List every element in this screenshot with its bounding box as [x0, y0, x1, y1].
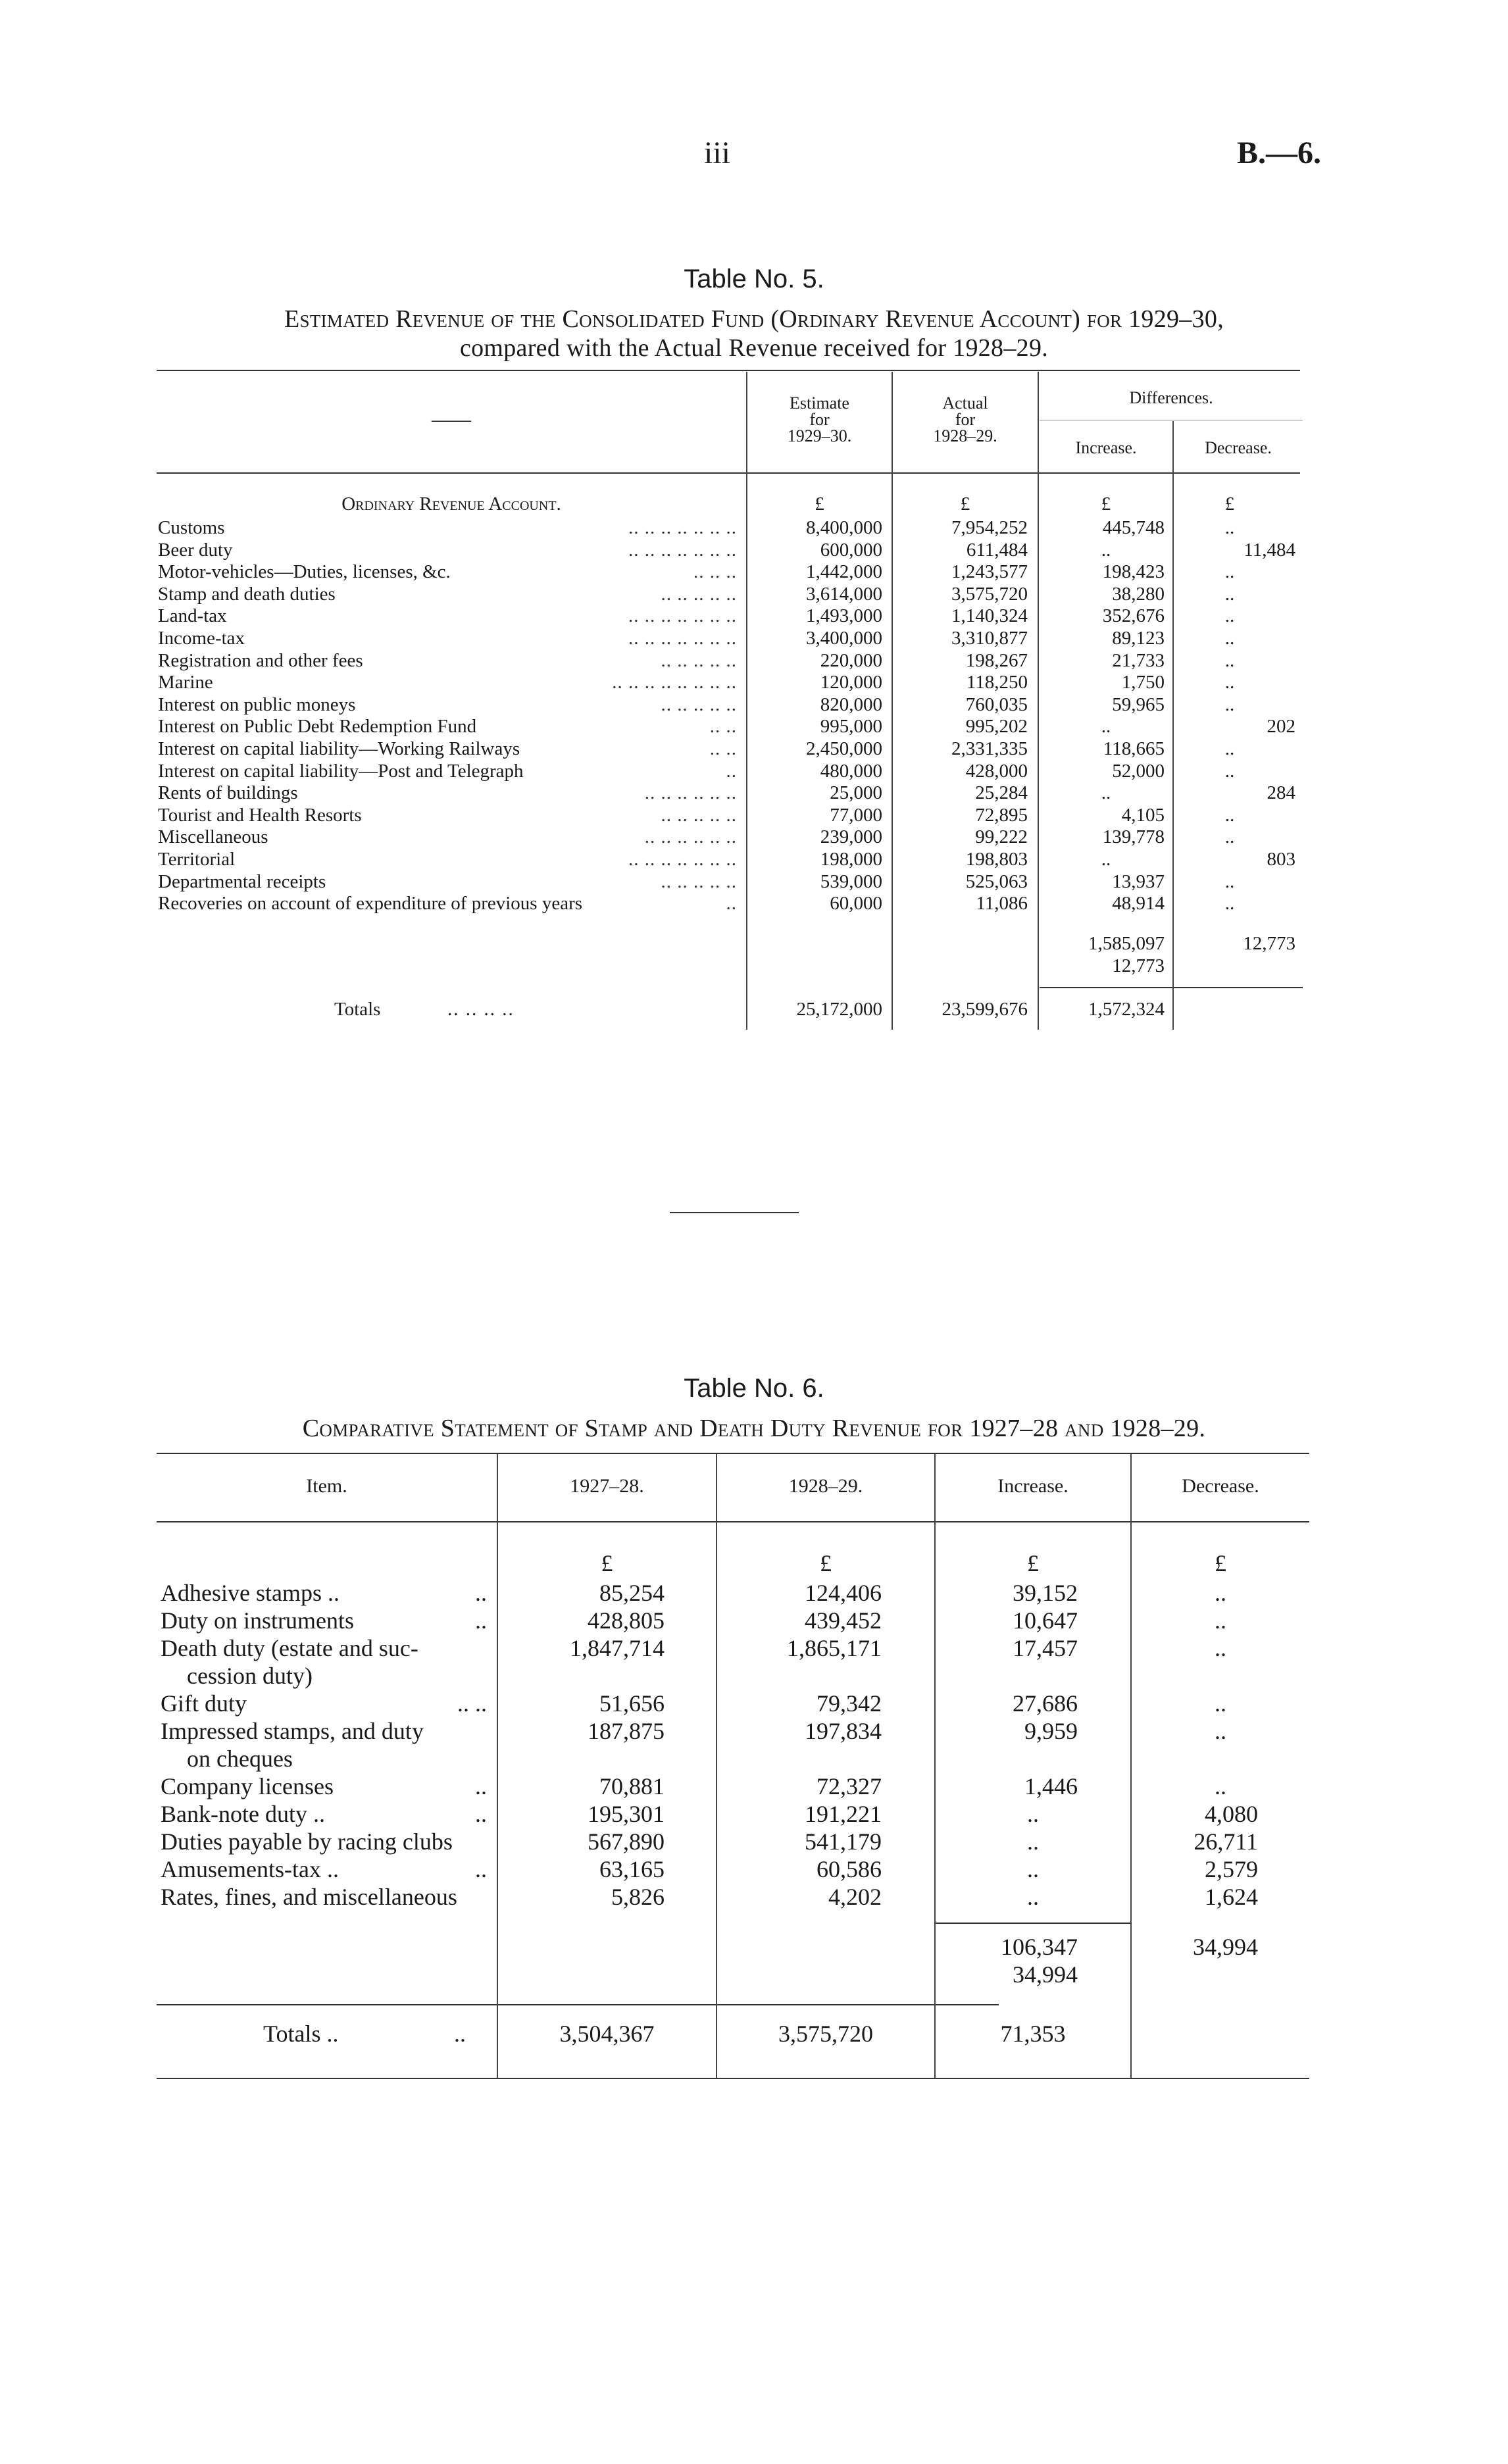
table5-row-actual: 72,895 — [975, 804, 1028, 826]
table6-row-decrease: .. — [1215, 1607, 1226, 1634]
table5-row-increase: 89,123 — [1112, 628, 1165, 649]
table6-row-item: Company licenses — [161, 1773, 334, 1799]
table5-row-estimate: 120,000 — [820, 672, 882, 693]
table5-row-decrease: .. — [1224, 561, 1235, 583]
table5-row-actual: 3,310,877 — [951, 628, 1028, 649]
table6-item-header: Item. — [306, 1475, 347, 1497]
table5-totals-increase: 1,572,324 — [1088, 999, 1165, 1020]
table5-decrease-header: Decrease. — [1205, 438, 1272, 457]
table5-row-leader-dots: .. .. — [709, 738, 737, 759]
table5-row-leader-dots: .. .. .. .. .. .. .. — [628, 517, 737, 538]
table6-row-leader-dots: .. — [475, 1801, 487, 1827]
table6-col-rule-4 — [1130, 1454, 1132, 2078]
table6-top-rule — [157, 1453, 1309, 1454]
table5-row-item: Income-tax — [158, 628, 245, 649]
table6-row-item: Amusements-tax .. — [161, 1856, 339, 1882]
table5-row-increase: 21,733 — [1112, 649, 1165, 671]
table6-row-item: Impressed stamps, and duty — [161, 1718, 424, 1744]
page-number: iii — [704, 136, 731, 170]
table6-col-rule-2 — [716, 1454, 717, 2078]
table6-row-y1: 51,656 — [599, 1690, 665, 1717]
table6-y1-header: 1927–28. — [570, 1475, 644, 1497]
table5-row-actual: 428,000 — [965, 760, 1028, 782]
table5-top-rule — [157, 370, 1300, 371]
table5-row-leader-dots: .. .. .. .. .. .. .. — [628, 605, 737, 627]
table5-row-item: Interest on capital liability—Post and Telegraph — [158, 760, 524, 782]
table6-row-increase: .. — [1027, 1884, 1039, 1910]
table5-row-leader-dots: .. — [726, 760, 737, 782]
table5-row-item: Stamp and death duties — [158, 583, 336, 605]
table5-differences-header: Differences. — [1129, 388, 1213, 407]
table6-row-increase: 39,152 — [1013, 1580, 1078, 1606]
table5-row-item: Motor-vehicles—Duties, licenses, &c. — [158, 561, 451, 583]
table6-row-y2: 124,406 — [805, 1580, 882, 1606]
table6-row-increase: 9,959 — [1024, 1718, 1078, 1744]
table5-row-item: Interest on public moneys — [158, 693, 356, 715]
table5-row-leader-dots: .. — [726, 893, 737, 915]
table5-row-estimate: 60,000 — [830, 893, 882, 915]
table5-row-item: Territorial — [158, 849, 236, 870]
table6-row-item: Death duty (estate and suc- — [161, 1635, 418, 1661]
table5-row-actual: 2,331,335 — [951, 738, 1028, 759]
table5-estimate-header: Estimate for 1929–30. — [787, 393, 852, 445]
table5-currency-increase: £ — [1101, 493, 1111, 515]
table6-row-leader-dots: .. — [475, 1607, 487, 1634]
table5-subtotal-offset: 12,773 — [1112, 955, 1165, 976]
table5-row-increase: 1,750 — [1121, 672, 1165, 693]
table5-row-actual: 1,243,577 — [951, 561, 1028, 583]
table6-decrease-header: Decrease. — [1182, 1475, 1259, 1497]
table5-row-estimate: 539,000 — [820, 870, 882, 892]
table5-row-increase: 352,676 — [1102, 605, 1165, 627]
table5-row-estimate: 239,000 — [820, 826, 882, 848]
table5-row-increase: 445,748 — [1102, 517, 1165, 538]
table6-row-increase: 1,446 — [1024, 1773, 1078, 1799]
table6-row-y2: 197,834 — [805, 1718, 882, 1744]
table6-row-item: Gift duty — [161, 1690, 247, 1717]
table6-title: Table No. 6. — [684, 1374, 824, 1403]
table6-row-decrease: 2,579 — [1205, 1856, 1258, 1882]
table5-row-actual: 11,086 — [976, 893, 1028, 915]
table5-row-increase: .. — [1101, 539, 1111, 561]
table6-row-y2: 4,202 — [828, 1884, 882, 1910]
table5-totals-label: Totals — [334, 999, 381, 1020]
table5-row-item: Interest on capital liability—Working Railways — [158, 738, 520, 759]
table6-row-leader-dots: .. — [475, 1580, 487, 1606]
table5-section-heading: Ordinary Revenue Account. — [341, 493, 561, 515]
table6-row-increase: 10,647 — [1013, 1607, 1078, 1634]
table6-col-rule-1 — [497, 1454, 498, 2078]
table6-subtotal-offset: 34,994 — [1013, 1961, 1078, 1988]
table5-row-decrease: .. — [1224, 870, 1235, 892]
table5-row-decrease: .. — [1224, 517, 1235, 538]
table5-row-estimate: 820,000 — [820, 693, 882, 715]
table6-row-y1: 195,301 — [588, 1801, 665, 1827]
table5-row-leader-dots: .. .. .. .. .. .. .. — [628, 539, 737, 561]
table5-row-actual: 198,803 — [965, 849, 1028, 870]
table6-row-increase: 27,686 — [1013, 1690, 1078, 1717]
table5-subtotal-rule — [1040, 987, 1303, 988]
table5-actual-header: Actual for 1928–29. — [933, 393, 997, 445]
table5-row-leader-dots: .. .. — [709, 716, 737, 738]
table5-row-estimate: 1,442,000 — [806, 561, 882, 583]
table6-row-item: Rates, fines, and miscellaneous — [161, 1884, 457, 1910]
table6-bottom-rule — [157, 2078, 1309, 2079]
table5-title: Table No. 5. — [684, 264, 824, 293]
table5-row-item: Land-tax — [158, 605, 227, 627]
document-reference: B.—6. — [1237, 136, 1322, 170]
table6-totals-rule — [157, 2004, 999, 2005]
table5-row-increase: .. — [1101, 716, 1111, 738]
table5-row-estimate: 198,000 — [820, 849, 882, 870]
table5-row-decrease: 803 — [1267, 849, 1295, 870]
table6-totals-dots: .. — [454, 2021, 466, 2047]
table5-row-actual: 198,267 — [965, 649, 1028, 671]
table5-subtotal-increase: 1,585,097 — [1088, 933, 1165, 954]
table5-row-item: Registration and other fees — [158, 649, 363, 671]
table6-row-increase: .. — [1027, 1801, 1039, 1827]
table6-subtotal-increase: 106,347 — [1001, 1934, 1078, 1960]
table6-row-item-continuation: cession duty) — [187, 1663, 313, 1689]
table5-row-increase: 139,778 — [1102, 826, 1165, 848]
table6-row-item: Adhesive stamps .. — [161, 1580, 339, 1606]
table6-row-y2: 191,221 — [805, 1801, 882, 1827]
table6-increase-header: Increase. — [997, 1475, 1068, 1497]
table6-row-item: Bank-note duty .. — [161, 1801, 325, 1827]
table5-row-actual: 3,575,720 — [951, 583, 1028, 605]
table6-row-increase: 17,457 — [1013, 1635, 1078, 1661]
table6-row-decrease: .. — [1215, 1690, 1226, 1717]
table5-header-rule — [157, 472, 1300, 474]
table6-row-decrease: 4,080 — [1205, 1801, 1258, 1827]
table5-row-estimate: 995,000 — [820, 716, 882, 738]
table5-totals-actual: 23,599,676 — [942, 999, 1028, 1020]
table6-currency-decrease: £ — [1215, 1550, 1226, 1576]
table5-row-increase: .. — [1101, 782, 1111, 804]
table6-totals-y2: 3,575,720 — [778, 2021, 873, 2047]
table5-row-estimate: 3,400,000 — [806, 628, 882, 649]
table5-row-item: Tourist and Health Resorts — [158, 804, 362, 826]
table5-row-actual: 118,250 — [966, 672, 1028, 693]
table6-currency-increase: £ — [1027, 1550, 1039, 1576]
table5-row-increase: 48,914 — [1112, 893, 1165, 915]
table5-row-item: Departmental receipts — [158, 870, 326, 892]
table5-row-decrease: .. — [1224, 804, 1235, 826]
table5-row-leader-dots: .. .. .. .. .. .. — [644, 826, 737, 848]
table5-row-leader-dots: .. .. .. .. .. — [661, 870, 737, 892]
table6-row-increase: .. — [1027, 1856, 1039, 1882]
section-separator — [670, 1212, 799, 1213]
table5-row-leader-dots: .. .. .. .. .. .. — [644, 782, 737, 804]
table5-row-item: Beer duty — [158, 539, 233, 561]
table5-row-estimate: 600,000 — [820, 539, 882, 561]
table5-row-decrease: .. — [1224, 583, 1235, 605]
table6-row-decrease: 26,711 — [1194, 1828, 1258, 1855]
table5-row-decrease: .. — [1224, 738, 1235, 759]
table6-row-y2: 72,327 — [817, 1773, 882, 1799]
table6-row-y2: 1,865,171 — [787, 1635, 882, 1661]
table5-row-estimate: 25,000 — [830, 782, 882, 804]
table5-row-leader-dots: .. .. .. .. .. .. .. — [628, 628, 737, 649]
table5-row-decrease: .. — [1224, 826, 1235, 848]
table5-row-item: Recoveries on account of expenditure of previous years — [158, 893, 583, 915]
table5-row-actual: 25,284 — [975, 782, 1028, 804]
table5-row-item: Miscellaneous — [158, 826, 268, 848]
table6-header-rule — [157, 1521, 1309, 1522]
table6-row-y1: 187,875 — [588, 1718, 665, 1744]
table6-subtotal-decrease: 34,994 — [1193, 1934, 1258, 1960]
table5-row-item: Interest on Public Debt Redemption Fund — [158, 716, 477, 738]
table5-row-increase: .. — [1101, 849, 1111, 870]
table5-row-item: Marine — [158, 672, 213, 693]
table5-row-leader-dots: .. .. .. .. .. — [661, 649, 737, 671]
table5-row-estimate: 220,000 — [820, 649, 882, 671]
table5-row-actual: 99,222 — [975, 826, 1028, 848]
table6-row-y2: 79,342 — [817, 1690, 882, 1717]
table6-row-y1: 567,890 — [588, 1828, 665, 1855]
table5-currency-actual: £ — [960, 493, 970, 515]
table5-row-increase: 198,423 — [1102, 561, 1165, 583]
table5-row-estimate: 2,450,000 — [806, 738, 882, 759]
table5-row-decrease: .. — [1224, 649, 1235, 671]
table6-row-item-continuation: on cheques — [187, 1746, 293, 1772]
table5-row-leader-dots: .. .. .. — [693, 561, 737, 583]
table5-row-item: Customs — [158, 517, 225, 538]
table5-row-leader-dots: .. .. .. .. .. — [661, 804, 737, 826]
table5-row-estimate: 3,614,000 — [806, 583, 882, 605]
table5-row-decrease: .. — [1224, 693, 1235, 715]
table5-row-actual: 7,954,252 — [951, 517, 1028, 538]
table5-row-increase: 38,280 — [1112, 583, 1165, 605]
table5-row-estimate: 480,000 — [820, 760, 882, 782]
table6-row-y2: 439,452 — [805, 1607, 882, 1634]
table5-currency-decrease: £ — [1224, 493, 1235, 515]
table5-blank-header: —— — [432, 409, 471, 430]
table5-row-actual: 611,484 — [966, 539, 1028, 561]
table5-row-item: Rents of buildings — [158, 782, 298, 804]
table6-row-y2: 541,179 — [805, 1828, 882, 1855]
table6-y2-header: 1928–29. — [788, 1475, 863, 1497]
table6-row-decrease: .. — [1215, 1635, 1226, 1661]
table6-row-y1: 85,254 — [599, 1580, 665, 1606]
table5-row-actual: 525,063 — [965, 870, 1028, 892]
table5-row-estimate: 8,400,000 — [806, 517, 882, 538]
table5-row-decrease: .. — [1224, 628, 1235, 649]
table5-row-estimate: 1,493,000 — [806, 605, 882, 627]
table5-row-increase: 118,665 — [1103, 738, 1165, 759]
table6-row-item: Duty on instruments — [161, 1607, 354, 1634]
table6-row-y2: 60,586 — [817, 1856, 882, 1882]
table6-row-leader-dots: .. — [475, 1773, 487, 1799]
table6-row-y1: 428,805 — [588, 1607, 665, 1634]
table5-subtotal-decrease: 12,773 — [1243, 933, 1295, 954]
table6-row-y1: 1,847,714 — [570, 1635, 665, 1661]
table6-row-leader-dots: .. .. — [457, 1690, 487, 1717]
table5-increase-header: Increase. — [1075, 438, 1137, 457]
table5-row-decrease: 284 — [1267, 782, 1295, 804]
table5-row-decrease: .. — [1224, 672, 1235, 693]
table6-caption: Comparative Statement of Stamp and Death Duty Revenue for 1927–28 and 1928–29. — [302, 1415, 1206, 1442]
table5-row-estimate: 77,000 — [830, 804, 882, 826]
table6-row-y1: 63,165 — [599, 1856, 665, 1882]
table5-row-increase: 13,937 — [1112, 870, 1165, 892]
table6-row-decrease: .. — [1215, 1718, 1226, 1744]
table6-subtotal-rule — [934, 1923, 1130, 1924]
table5-row-increase: 4,105 — [1121, 804, 1165, 826]
table5-row-decrease: .. — [1224, 605, 1235, 627]
table5-caption-line1: Estimated Revenue of the Consolidated Fund (Ordinary Revenue Account) for 1929–30, — [284, 305, 1224, 333]
table6-row-y1: 70,881 — [599, 1773, 665, 1799]
table6-totals-label: Totals .. — [263, 2021, 339, 2047]
table5-totals-estimate: 25,172,000 — [796, 999, 882, 1020]
table6-row-decrease: .. — [1215, 1773, 1226, 1799]
table5-row-actual: 1,140,324 — [951, 605, 1028, 627]
table5-row-decrease: .. — [1224, 893, 1235, 915]
table5-row-leader-dots: .. .. .. .. .. — [661, 583, 737, 605]
table5-col-rule-3 — [1038, 372, 1039, 1030]
table5-row-actual: 995,202 — [965, 716, 1028, 738]
table5-caption-line2: compared with the Actual Revenue received for 1928–29. — [459, 334, 1049, 362]
table6-row-decrease: 1,624 — [1205, 1884, 1258, 1910]
table5-row-increase: 52,000 — [1112, 760, 1165, 782]
table5-row-leader-dots: .. .. .. .. .. .. .. .. — [612, 672, 737, 693]
table5-row-decrease: .. — [1224, 760, 1235, 782]
table6-totals-increase: 71,353 — [1000, 2021, 1066, 2047]
table6-currency-y1: £ — [601, 1550, 613, 1576]
table5-row-actual: 760,035 — [965, 693, 1028, 715]
table5-row-decrease: 202 — [1267, 716, 1295, 738]
table5-currency-estimate: £ — [815, 493, 824, 515]
table5-row-leader-dots: .. .. .. .. .. .. .. — [628, 849, 737, 870]
table5-row-leader-dots: .. .. .. .. .. — [661, 693, 737, 715]
table5-row-increase: 59,965 — [1112, 693, 1165, 715]
table6-row-y1: 5,826 — [611, 1884, 665, 1910]
table6-row-decrease: .. — [1215, 1580, 1226, 1606]
table6-totals-y1: 3,504,367 — [559, 2021, 655, 2047]
table5-row-decrease: 11,484 — [1244, 539, 1295, 561]
table6-row-leader-dots: .. — [475, 1856, 487, 1882]
table6-row-item: Duties payable by racing clubs — [161, 1828, 453, 1855]
table5-totals-dots: .. .. .. .. — [447, 999, 515, 1020]
table6-currency-y2: £ — [820, 1550, 832, 1576]
table6-row-increase: .. — [1027, 1828, 1039, 1855]
